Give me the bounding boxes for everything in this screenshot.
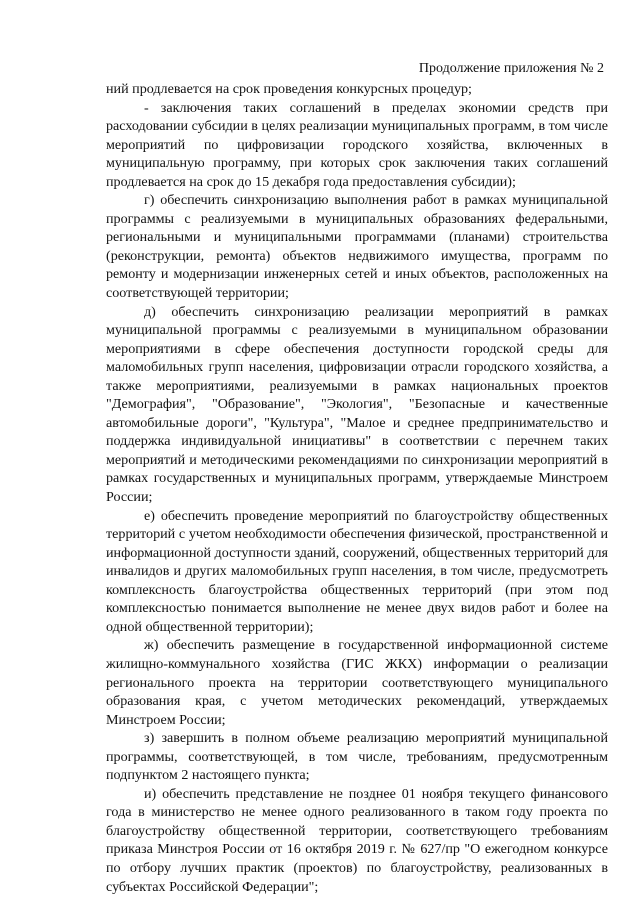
paragraph-item-i: и) обеспечить представление не позднее 01 ноября текущего финансового года в министерство не менее одного реализованного в таком году проекта по благоустройству общественной территории, соответствующего требованиям приказа Минстроя России от 16 октября 2019 г. № 627/пр "О ежегодном конкурсе по отбору лучших практик (проектов) по благоустройству, реализованных в субъектах Российской Федерации"; bbox=[106, 785, 608, 895]
paragraph-item-z: з) завершить в полном объеме реализацию мероприятий муниципальной программы, соответствующей, в том числе, требованиям, предусмотренным подпунктом 2 настоящего пункта; bbox=[106, 730, 608, 784]
paragraph-continuation: ний продлевается на срок проведения конкурсных процедур; bbox=[106, 81, 472, 97]
paragraph-item-d: д) обеспечить синхронизацию реализации мероприятий в рамках муниципальной программы с реализуемыми в муниципальном образовании мероприятиями в сфере обеспечения доступности городской среды для маломобильных групп населения, цифровизации отрасли городского хозяйства, а также мероприятиями, реализуемыми в рамках национальных проектов "Демография", "Образование", "Экология", "Безопасные и качественные автомобильные дороги", "Культура", "Малое и среднее предпринимательство и поддержка индивидуальной инициативы" в соответствии с перечнем таких мероприятий и методическими рекомендациями по синхронизации мероприятий в рамках государственных и муниципальных программ, утверждаемые Минстроем России; bbox=[106, 303, 608, 506]
paragraph-item-g: г) обеспечить синхронизацию выполнения работ в рамках муниципальной программы с реализуемыми в муниципальных образованиях федеральными, региональными и муниципальными программами (планами) строительства (реконструкции, ремонта) объектов недвижимого имущества, программ по ремонту и модернизации инженерных сетей и иных объектов, расположенных на соответствующей территории; bbox=[106, 192, 608, 302]
document-body bbox=[106, 80, 608, 896]
paragraph-item-zh: ж) обеспечить размещение в государственной информационной системе жилищно-коммунального хозяйства (ГИС ЖКХ) информации о реализации регионального проекта на территории соответствующего муниципального образования края, с учетом методических рекомендаций, утверждаемых Минстроем России; bbox=[106, 637, 608, 728]
paragraph-agreements-savings: - заключения таких соглашений в пределах экономии средств при расходовании субсидии в целях реализации муниципальных программ, в том числе мероприятий по цифровизации городского хозяйства, включенных в муниципальную программу, при которых срок заключения таких соглашений продлевается на срок до 15 декабря года предоставления субсидии); bbox=[106, 99, 609, 190]
appendix-continuation-note: Продолжение приложения № 2 bbox=[418, 61, 604, 76]
paragraph-item-e: е) обеспечить проведение мероприятий по благоустройству общественных территорий с учетом необходимости обеспечения физической, пространственной и информационной доступности зданий, сооружений, общественных территорий для инвалидов и других маломобильных групп населения, в том числе, предусмотреть комплексность благоустройства общественных территорий (при этом под комплексностью понимается выполнение не менее двух видов работ и более на одной общественной территории); bbox=[106, 507, 608, 635]
